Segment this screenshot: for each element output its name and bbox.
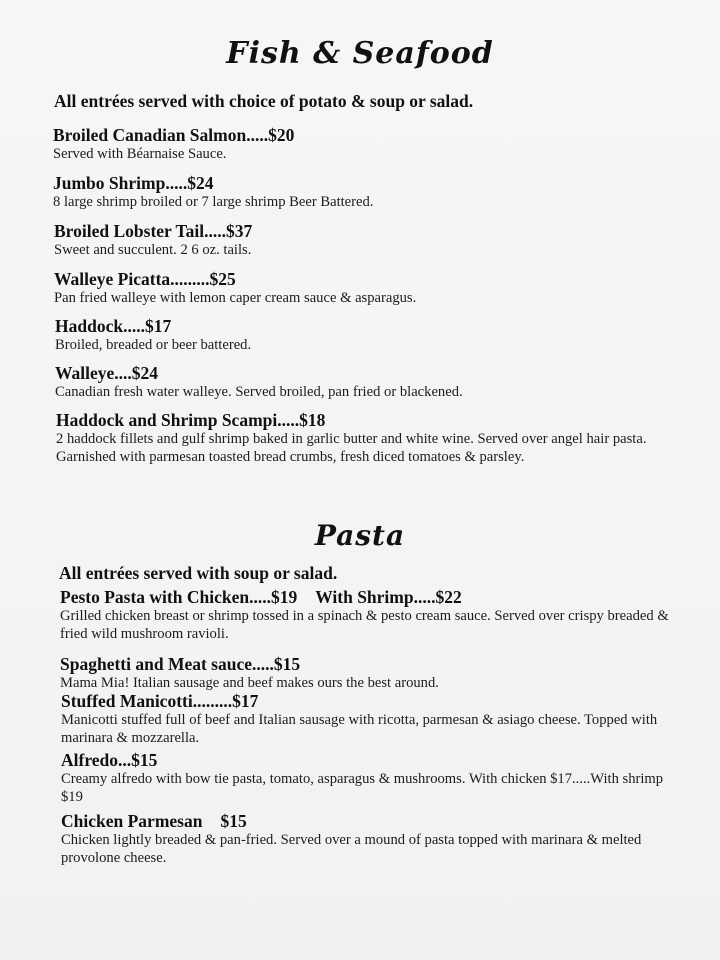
item-name: Stuffed Manicotti.........$17	[61, 691, 259, 711]
item-name: Alfredo...$15	[61, 750, 158, 770]
item-description: Grilled chicken breast or shrimp tossed in a spinach & pesto cream sauce. Served over crispy breaded & fried wild mushroom ravioli.	[60, 608, 669, 642]
menu-item-pesto-pasta	[60, 586, 680, 643]
menu-item-lobster-tail	[54, 220, 654, 260]
item-name: Walleye Picatta.........$25	[54, 269, 236, 289]
item-description: Creamy alfredo with bow tie pasta, tomato, asparagus & mushrooms. With chicken $17.....With shrimp $19	[61, 771, 664, 805]
item-name-shrimp: With Shrimp.....$22	[315, 587, 462, 607]
item-description: Chicken lightly breaded & pan-fried. Served over a mound of pasta topped with marinara & melted provolone cheese.	[61, 832, 642, 866]
item-name: Spaghetti and Meat sauce.....$15	[60, 654, 301, 674]
item-description: Served with Béarnaise Sauce.	[53, 146, 227, 162]
item-name-text: Chicken Parmesan	[61, 811, 203, 831]
item-description: 2 haddock fillets and gulf shrimp baked in garlic butter and white wine. Served over angel hair pasta. Garnished with parmesan toasted bread crumbs, fresh diced tomatoes & parsley.	[56, 431, 647, 465]
item-name	[60, 586, 680, 608]
item-price: $15	[220, 811, 247, 831]
item-name-chicken: Pesto Pasta with Chicken.....$19	[60, 587, 298, 607]
menu-item-walleye	[55, 362, 685, 402]
pasta-intro: All entrées served with soup or salad.	[59, 563, 338, 583]
item-name: Walleye....$24	[55, 363, 159, 383]
item-name: Jumbo Shrimp.....$24	[53, 173, 214, 193]
item-name	[61, 810, 681, 832]
fish-intro: All entrées served with choice of potato & soup or salad.	[54, 91, 474, 111]
fish-seafood-heading: Fish & Seafood	[226, 36, 494, 71]
menu-item-salmon	[53, 124, 653, 164]
menu-item-haddock-shrimp-scampi	[56, 409, 676, 466]
item-name: Broiled Canadian Salmon.....$20	[53, 125, 295, 145]
item-description: Pan fried walleye with lemon caper cream sauce & asparagus.	[54, 290, 417, 306]
menu-item-walleye-picatta	[54, 268, 674, 308]
item-name: Broiled Lobster Tail.....$37	[54, 221, 253, 241]
item-description: Sweet and succulent. 2 6 oz. tails.	[54, 242, 252, 258]
item-description: Canadian fresh water walleye. Served broiled, pan fried or blackened.	[55, 384, 463, 400]
menu-item-chicken-parmesan	[61, 810, 681, 867]
item-name: Haddock and Shrimp Scampi.....$18	[56, 410, 326, 430]
menu-item-alfredo	[61, 749, 681, 806]
item-name: Haddock.....$17	[55, 316, 172, 336]
item-description: Broiled, breaded or beer battered.	[55, 337, 252, 353]
item-description: Manicotti stuffed full of beef and Italian sausage with ricotta, parmesan & asiago cheese. Topped with marinara & mozzarella.	[61, 712, 658, 746]
item-description: 8 large shrimp broiled or 7 large shrimp Beer Battered.	[53, 194, 374, 210]
menu-item-haddock	[55, 315, 655, 355]
menu-item-stuffed-manicotti	[61, 690, 681, 747]
menu-item-spaghetti	[60, 653, 680, 693]
pasta-heading: Pasta	[314, 519, 406, 552]
menu-item-jumbo-shrimp	[53, 172, 653, 212]
item-description: Mama Mia! Italian sausage and beef makes ours the best around.	[60, 675, 439, 691]
